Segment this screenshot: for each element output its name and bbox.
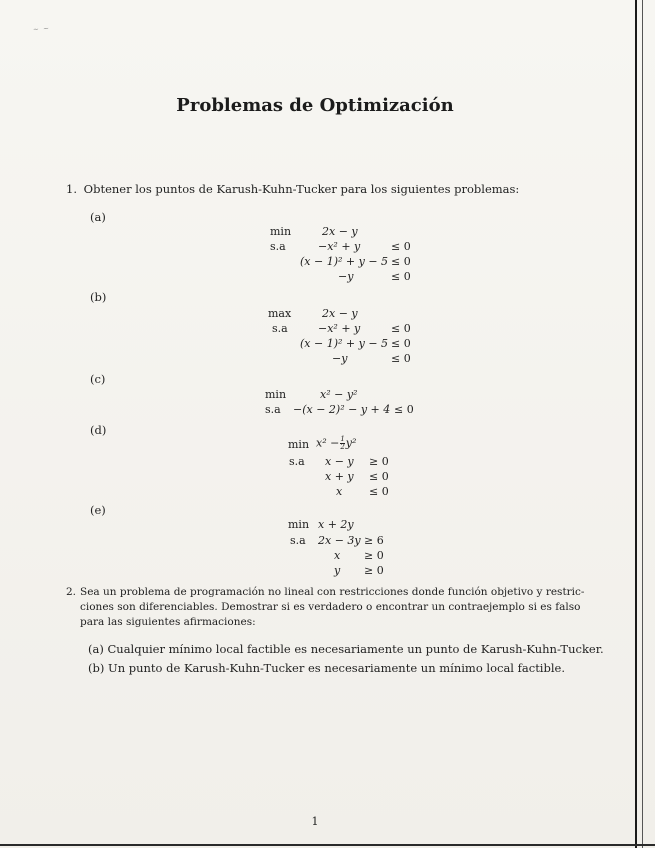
problem-d-row-1-rel: ≥ 0 [369, 455, 389, 468]
problem-b-row-3-rel: ≤ 0 [391, 352, 411, 365]
problem-d-objective [316, 436, 356, 451]
part-a-label: (a) [90, 210, 106, 224]
question-1-number: 1. [66, 182, 77, 196]
part-d-label: (d) [90, 423, 107, 437]
problem-e-row-2-rel: ≥ 0 [364, 549, 384, 562]
question-2-number: 2. [66, 586, 77, 598]
problem-b-objective: 2x − y [322, 307, 358, 320]
question-2-line-1 [66, 585, 586, 600]
problem-a-objective: 2x − y [322, 225, 358, 238]
part-b-label: (b) [90, 290, 107, 304]
question-2-item-b [88, 661, 608, 676]
question-2-item-a-text: Cualquier mínimo local factible es necesariamente un punto de Karush-Kuhn-Tucker. [107, 642, 604, 656]
part-e-label: (e) [90, 503, 106, 517]
problem-d-row-1: x − y [325, 455, 354, 468]
scan-edge-right-thin [642, 0, 643, 848]
page-number: 1 [311, 815, 319, 828]
problem-e-row-2: x [334, 549, 341, 562]
question-2-text-1: Sea un problema de programación no lineal con restricciones donde función objetivo y restric- [80, 586, 585, 598]
scan-edge-bottom [0, 844, 655, 846]
question-2-line-3: para las siguientes afirmaciones: [80, 616, 256, 628]
corner-mark: ~ ~ [32, 24, 51, 34]
problem-a-objective-kw: min [270, 225, 292, 238]
problem-d-objective-kw: min [288, 438, 310, 451]
question-2-item-b-label: (b) [88, 661, 105, 675]
problem-d-objective-pre: x² − [316, 436, 340, 450]
problem-a-row-2: (x − 1)² + y − 5 [300, 255, 389, 268]
problem-e-st-kw: s.a [290, 534, 306, 547]
problem-b-row-2: (x − 1)² + y − 5 [300, 337, 389, 350]
part-c-label: (c) [90, 372, 106, 386]
scan-edge-right [635, 0, 637, 848]
problem-a-row-1-rel: ≤ 0 [391, 240, 411, 253]
problem-c-objective: x² − y² [320, 388, 358, 401]
problem-d-row-3: x [336, 485, 343, 498]
problem-d-st-kw: s.a [289, 455, 305, 468]
problem-d-objective-post: y² [345, 436, 357, 450]
question-2-line-2: ciones son diferenciables. Demostrar si es verdadero o encontrar un contraejemplo si es falso [80, 601, 581, 613]
fraction-numerator: 1 [340, 435, 345, 443]
problem-b-objective-kw: max [268, 307, 292, 320]
problem-b-row-2-rel: ≤ 0 [391, 337, 411, 350]
problem-e-row-1: 2x − 3y [318, 534, 361, 547]
problem-c-objective-kw: min [265, 388, 287, 401]
problem-a-row-3: −y [338, 270, 354, 283]
problem-e-row-3-rel: ≥ 0 [364, 564, 384, 577]
problem-e-objective-kw: min [288, 518, 310, 531]
problem-c-row-1: −(x − 2)² − y + 4 [293, 403, 391, 416]
problem-a-row-1: −x² + y [318, 240, 361, 253]
problem-d-objective-fraction [340, 436, 344, 451]
problem-d-row-3-rel: ≤ 0 [369, 485, 389, 498]
problem-b-row-3: −y [332, 352, 348, 365]
problem-b-row-1: −x² + y [318, 322, 361, 335]
question-1-text: Obtener los puntos de Karush-Kuhn-Tucker para los siguientes problemas: [83, 182, 520, 196]
problem-a-st-kw: s.a [270, 240, 286, 253]
problem-a-row-3-rel: ≤ 0 [391, 270, 411, 283]
question-2-item-b-text: Un punto de Karush-Kuhn-Tucker es necesariamente un mínimo local factible. [108, 661, 565, 675]
problem-b-st-kw: s.a [272, 322, 288, 335]
question-1 [66, 182, 519, 197]
page-title: Problemas de Optimización [176, 95, 454, 116]
fraction-denominator: 2 [340, 443, 345, 451]
problem-e-row-3: y [334, 564, 341, 577]
problem-e-row-1-rel: ≥ 6 [364, 534, 384, 547]
question-2-item-a [88, 642, 608, 657]
problem-a-row-2-rel: ≤ 0 [391, 255, 411, 268]
question-2-item-a-label: (a) [88, 642, 104, 656]
problem-d-row-2: x + y [325, 470, 354, 483]
problem-c-st-kw: s.a [265, 403, 281, 416]
question-2 [66, 585, 586, 630]
problem-d-row-2-rel: ≤ 0 [369, 470, 389, 483]
problem-c-row-1-rel: ≤ 0 [394, 403, 414, 416]
problem-e-objective: x + 2y [318, 518, 354, 531]
problem-b-row-1-rel: ≤ 0 [391, 322, 411, 335]
